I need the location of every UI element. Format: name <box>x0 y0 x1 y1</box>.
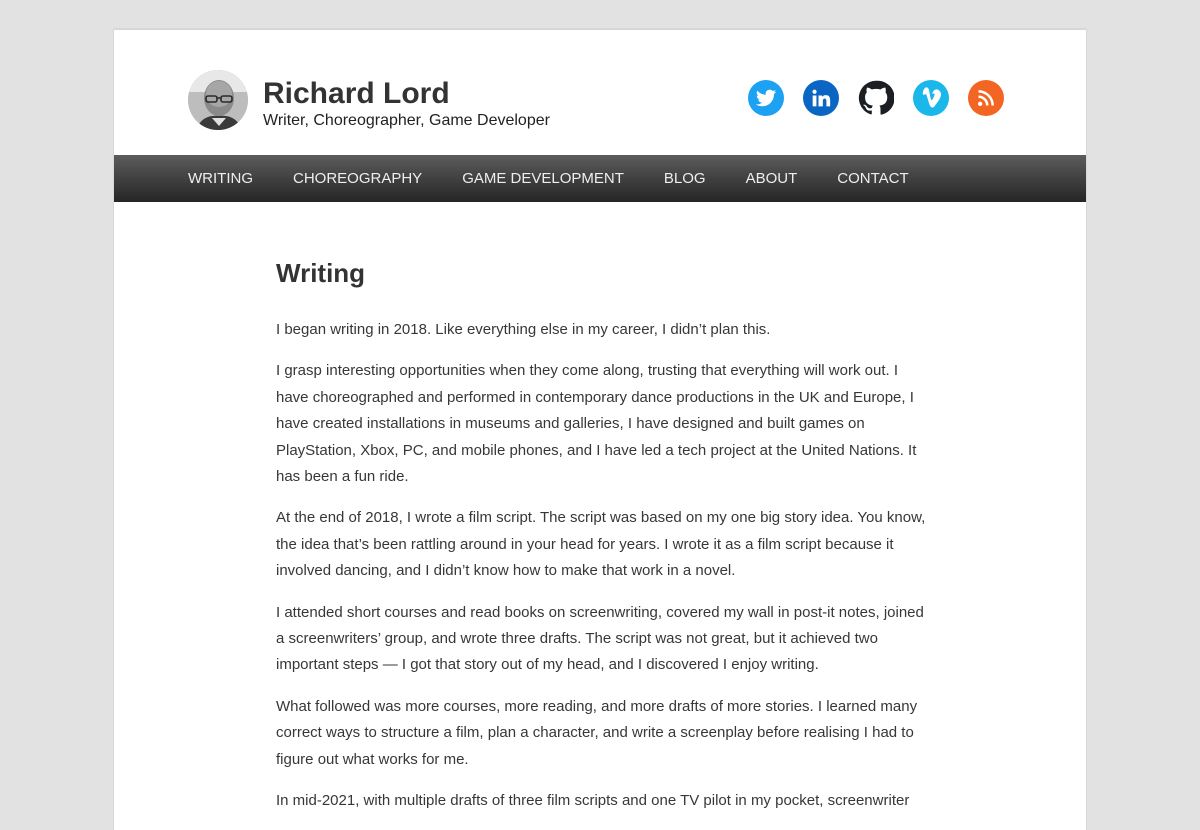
article-paragraph: I grasp interesting opportunities when they come along, trusting that everything will work out. I have choreographed and performed in contemporary dance productions in the UK and Europe, I have created installations in museums and galleries, I have designed and built games on PlayStation, Xbox, PC, and mobile phones, and I have led a tech project at the United Nations. It has been a fun ride. <box>276 362 917 486</box>
article-paragraph: I attended short courses and read books on screenwriting, covered my wall in post-it notes, joined a screenwriters’ group, and wrote three drafts. The script was not great, but it achieved two important steps — I got that story out of my head, and I discovered I enjoy writing. <box>276 603 924 674</box>
site-description: Writer, Choreographer, Game Developer <box>263 112 550 129</box>
social-links <box>748 80 1004 116</box>
avatar[interactable] <box>188 70 248 130</box>
article-paragraph: At the end of 2018, I wrote a film script. The script was based on my one big story idea. You know, the idea that’s been rattling around in your head for years. I wrote it as a film script because it involved dancing, and I didn’t know how to make that work in a novel. <box>276 509 926 580</box>
nav-item-choreography[interactable]: CHOREOGRAPHY <box>293 170 423 187</box>
avatar-image <box>188 70 248 130</box>
nav-item-writing[interactable]: WRITING <box>188 170 253 187</box>
github-link[interactable] <box>858 80 894 116</box>
article-paragraph: I began writing in 2018. Like everything else in my career, I didn’t plan this. <box>276 321 771 338</box>
page-title: Writing <box>276 258 366 288</box>
article-paragraph: In mid-2021, with multiple drafts of three film scripts and one TV pilot in my pocket, screenwriter <box>276 792 910 810</box>
twitter-icon <box>755 87 777 109</box>
article-paragraph: What followed was more courses, more reading, and more drafts of more stories. I learned many correct ways to structure a film, plan a character, and write a screenplay before realising I had to figure out what works for me. <box>276 697 918 768</box>
page-container <box>114 29 1086 830</box>
rss-link[interactable] <box>968 80 1004 116</box>
nav-item-contact[interactable]: CONTACT <box>837 170 909 187</box>
site-title[interactable]: Richard Lord <box>263 77 450 110</box>
github-icon <box>858 80 894 116</box>
linkedin-icon <box>811 88 831 108</box>
main-nav <box>114 155 1086 202</box>
twitter-link[interactable] <box>748 80 784 116</box>
nav-item-blog[interactable]: BLOG <box>663 170 706 187</box>
vimeo-link[interactable] <box>913 80 949 116</box>
rss-icon <box>976 88 996 108</box>
linkedin-link[interactable] <box>803 80 839 116</box>
article <box>276 255 926 830</box>
nav-item-about[interactable]: ABOUT <box>745 170 798 187</box>
nav-item-game-development[interactable]: GAME DEVELOPMENT <box>462 170 624 187</box>
vimeo-icon <box>920 87 942 109</box>
site-header <box>114 30 1086 155</box>
